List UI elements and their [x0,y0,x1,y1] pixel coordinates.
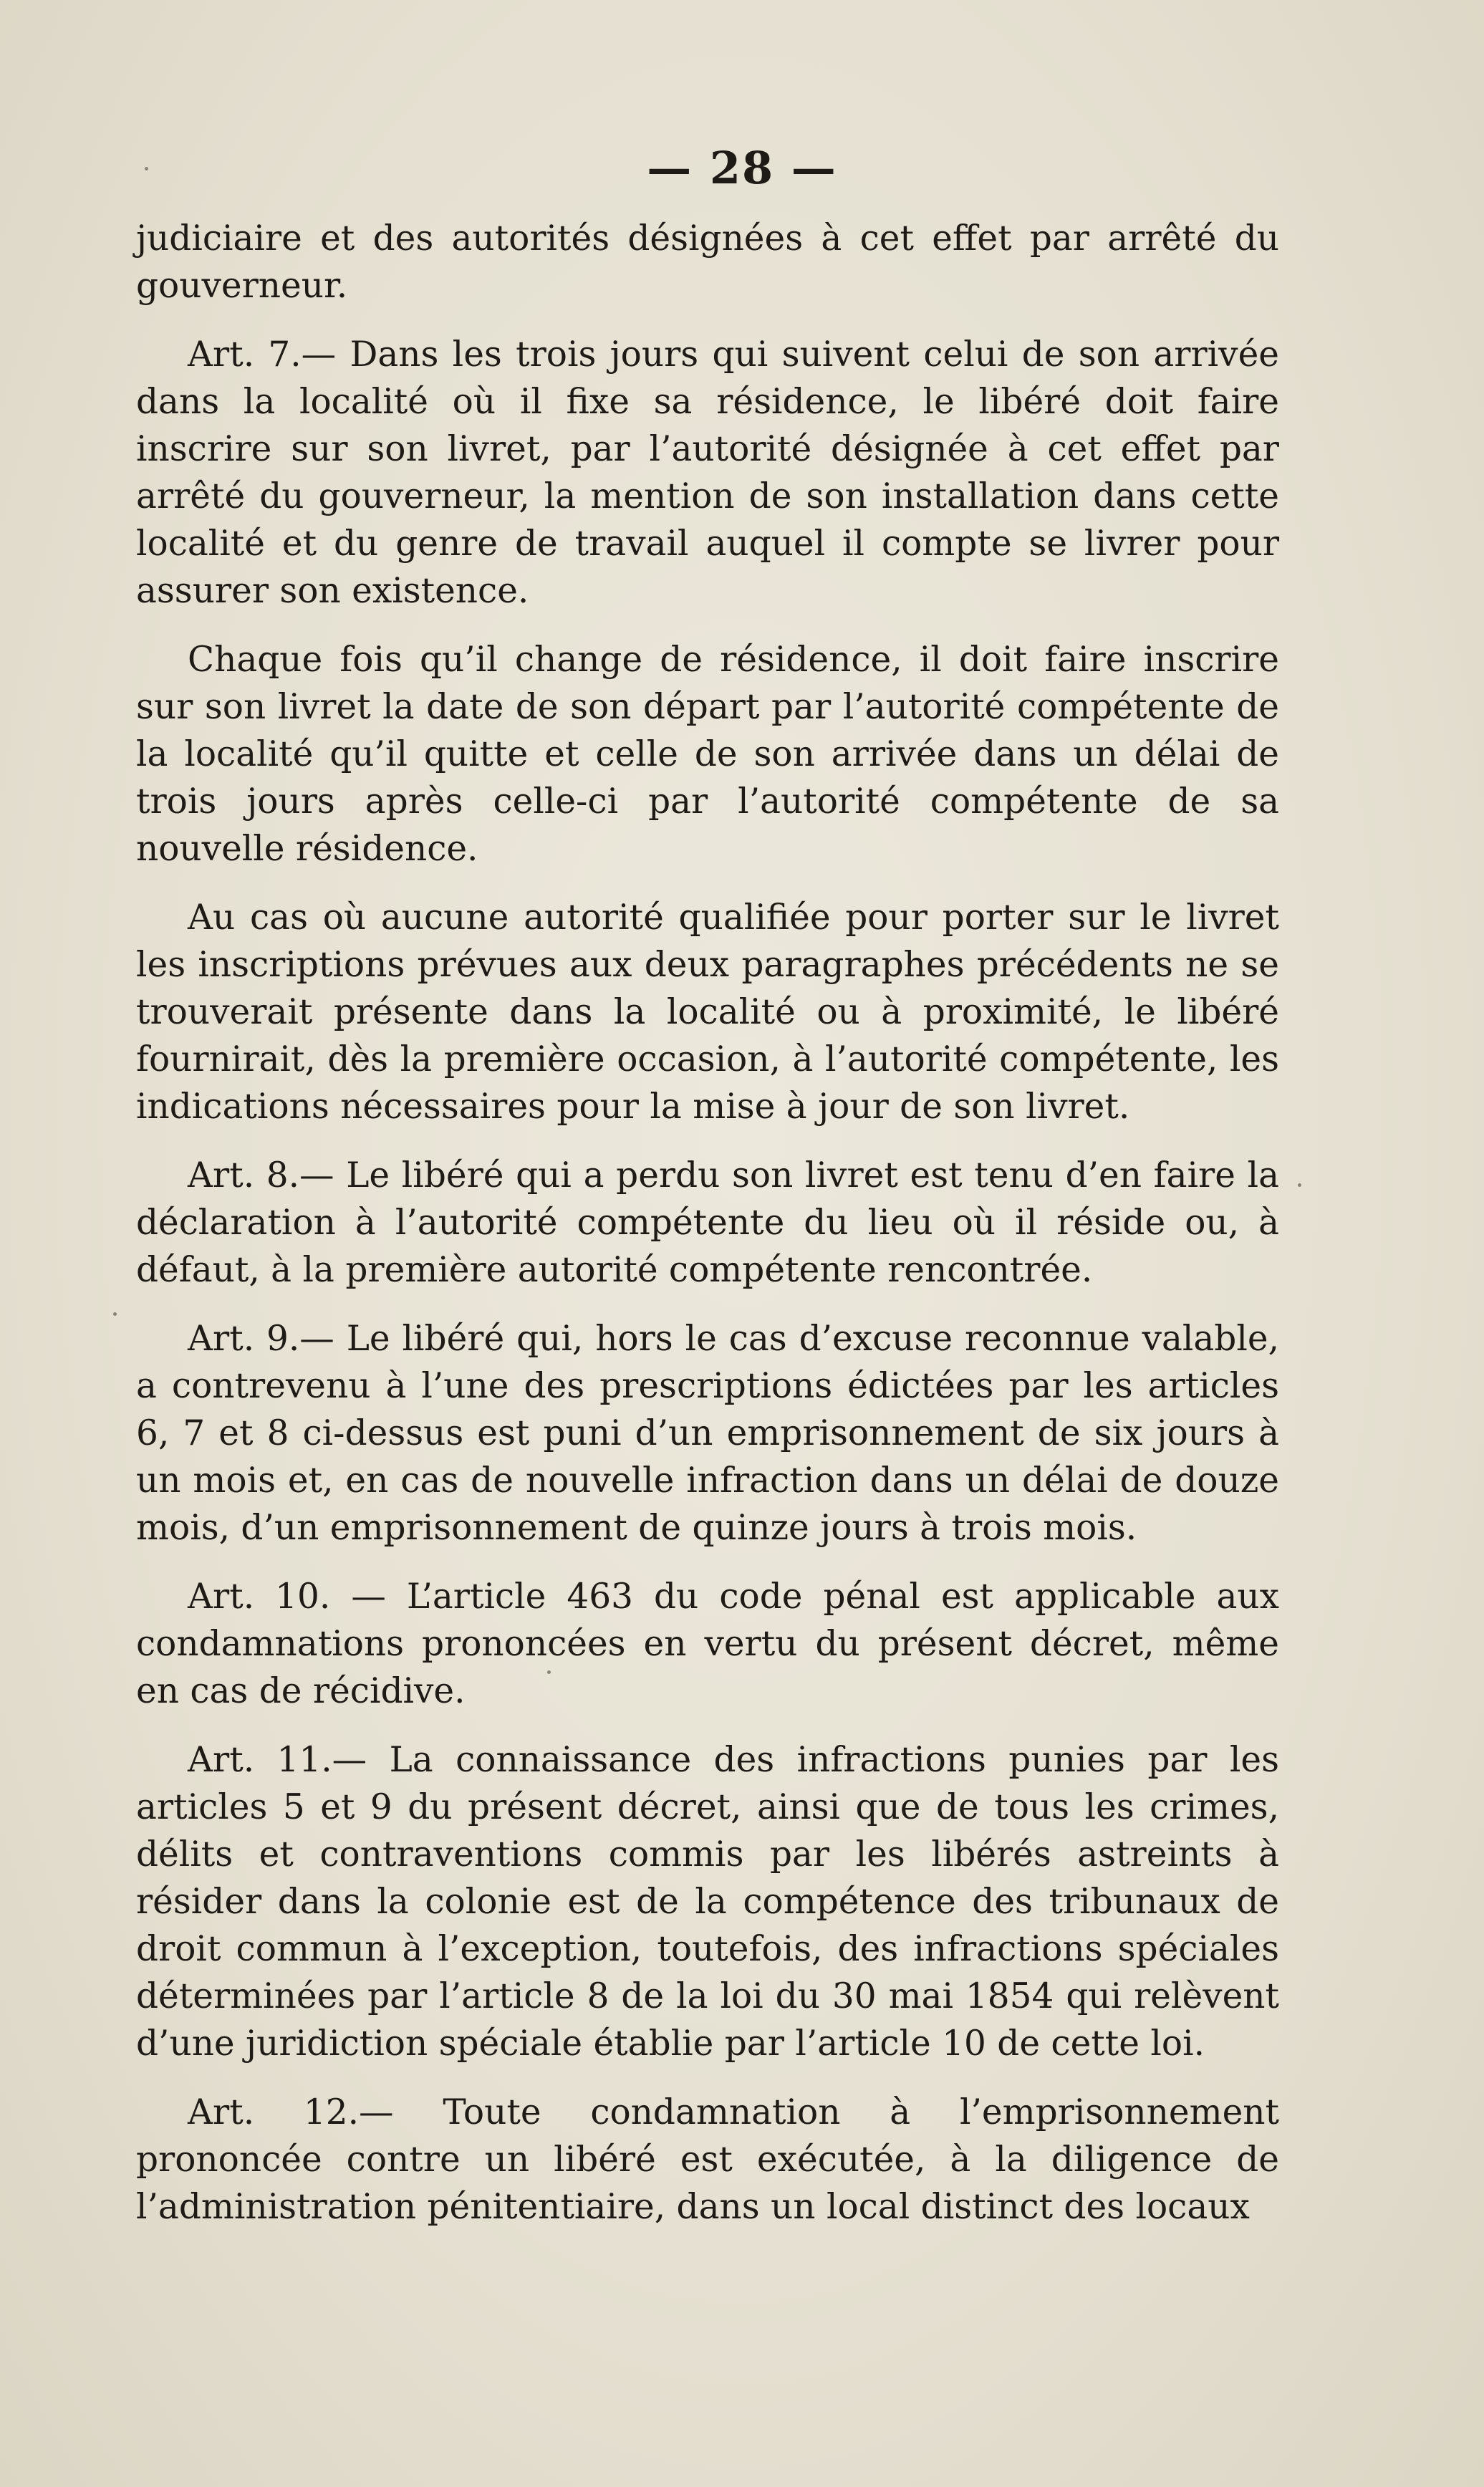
paper-speck [1298,1183,1301,1187]
paper-speck [113,1312,117,1316]
paragraph-change-residence: Chaque fois qu’il change de résidence, il doit faire inscrire sur son livret la date de son départ par l’autorité compétente de la localité qu’il quitte et celle de son arrivée dans un délai de trois jours après celle-ci par l’autorité compétente de sa nouvelle résidence. [136,640,1279,869]
paragraph-article-12: Art. 12.— Toute condamnation à l’emprisonnement prononcée contre un libéré est exécutée, à la diligence de l’administration pénitentiaire, dans un local distinct des locaux [136,2092,1279,2227]
paragraph-continuation: judiciaire et des autorités désignées à cet effet par arrêté du gouverneur. [136,218,1279,306]
paragraph-article-7: Art. 7.— Dans les trois jours qui suivent celui de son arrivée dans la localité où il fixe sa résidence, le libéré doit faire inscrire sur son livret, par l’autorité désignée à cet effet par arrêté du gouverneur, la mention de son installation dans cette localité et du genre de travail auquel il compte se livrer pour assurer son existence. [136,335,1279,611]
paragraph-article-8: Art. 8.— Le libéré qui a perdu son livret est tenu d’en faire la déclaration à l’autorité compétente du lieu où il réside ou, à défaut, à la première autorité compétente rencontrée. [136,1155,1279,1290]
page-number: — 28 — [647,142,837,194]
paragraph-no-authority: Au cas où aucune autorité qualifiée pour porter sur le livret les inscriptions prévues aux deux paragraphes précédents ne se trouverait présente dans la localité ou à proximité, le libéré fournirait, dès la première occasion, à l’autorité compétente, les indications nécessaires pour la mise à jour de son livret. [136,898,1279,1127]
paragraph-article-10: Art. 10. — L’article 463 du code pénal est applicable aux condamnations prononcées en vertu du présent décret, même en cas de récidive. [136,1577,1279,1711]
body-text [136,215,1279,2252]
paragraph-article-9: Art. 9.— Le libéré qui, hors le cas d’excuse reconnue valable, a contrevenu à l’une des prescriptions édictées par les articles 6, 7 et 8 ci-dessus est puni d’un emprisonnement de six jours à un mois et, en cas de nouvelle infraction dans un délai de douze mois, d’un emprisonnement de quinze jours à trois mois. [136,1319,1279,1548]
paragraph-article-11: Art. 11.— La connaissance des infractions punies par les articles 5 et 9 du présent décret, ainsi que de tous les crimes, délits et contraventions commis par les libérés astreints à résider dans la colonie est de la compétence des tribunaux de droit commun à l’exception, toutefois, des infractions spéciales déterminées par l’article 8 de la loi du 30 mai 1854 qui relèvent d’une juridiction spéciale établie par l’article 10 de cette loi. [136,1740,1279,2064]
